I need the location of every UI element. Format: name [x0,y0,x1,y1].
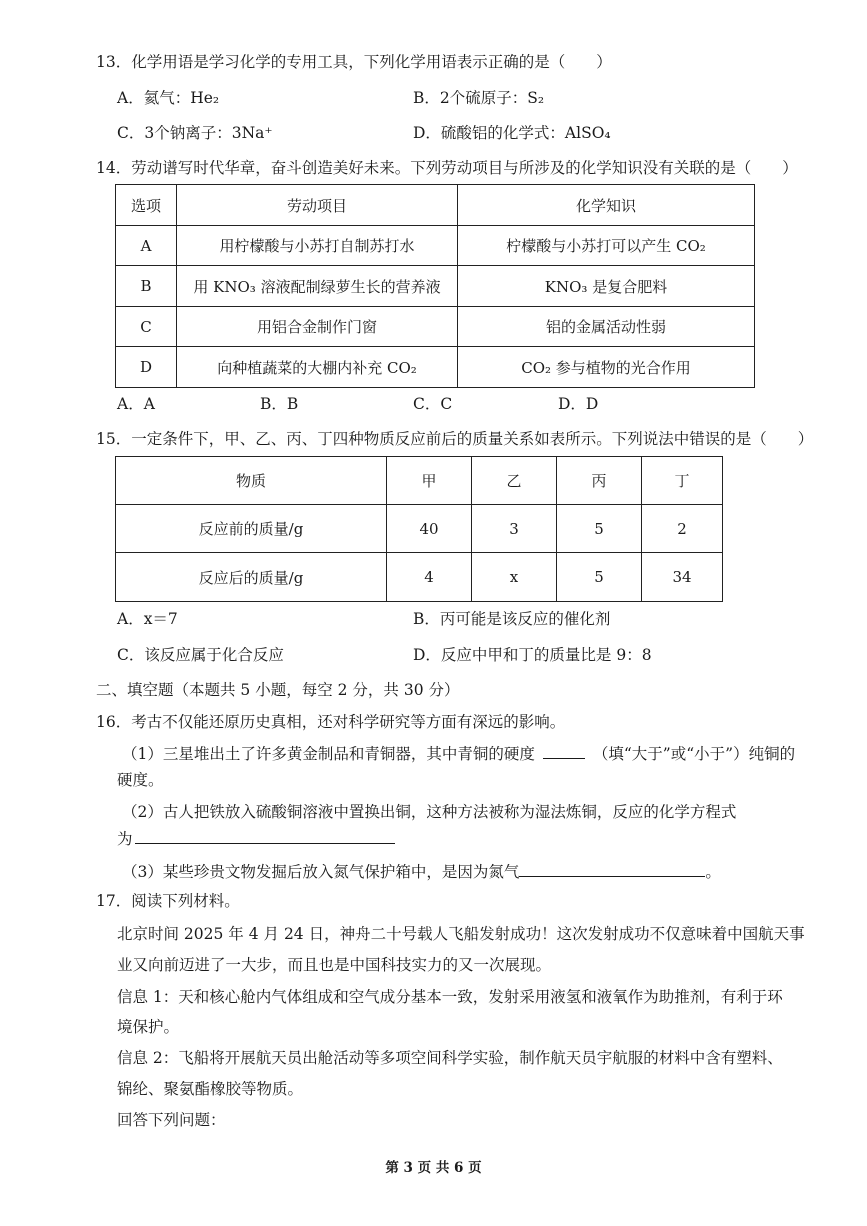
q14-option-d: D．D [558,395,599,413]
answer-blank[interactable] [543,744,585,759]
q16-part1-continued: 硬度。 [117,771,164,789]
table-cell: 反应前的质量/g [116,505,387,553]
table-cell: 用铝合金制作门窗 [177,307,458,347]
q16-part2-text-b: 为 [117,830,133,848]
table-cell: A [116,226,177,266]
table-cell: 2 [642,505,723,553]
table-cell: 柠檬酸与小苏打可以产生 CO₂ [458,226,755,266]
table-row [116,347,755,388]
table-header-cell: 劳动项目 [177,185,458,226]
q17-text-line: 境保护。 [117,1018,180,1036]
q17-text-line: 业又向前迈进了一大步，而且也是中国科技实力的又一次展现。 [117,956,552,974]
table-row [116,266,755,307]
table-cell: 40 [387,505,472,553]
q14-option-c: C．C [413,395,453,413]
q17-text-line: 信息 2：飞船将开展航天员出舱活动等多项空间科学实验，制作航天员宇航服的材料中含有塑料、 [117,1049,783,1067]
table-cell: 3 [472,505,557,553]
table-row [116,307,755,347]
q16-part1-text-b: （填“大于”或“小于”）纯铜的 [592,745,796,763]
table-header-cell: 甲 [387,457,472,505]
table-header-cell: 丙 [557,457,642,505]
q13-option-a: A．氦气：He₂ [117,89,220,107]
page-number: 第 3 页 共 6 页 [385,1160,482,1176]
table-cell: 用 KNO₃ 溶液配制绿萝生长的营养液 [177,266,458,307]
table-cell: 4 [387,553,472,602]
q15-option-c: C．该反应属于化合反应 [117,646,284,664]
q15-option-d: D．反应中甲和丁的质量比是 9：8 [413,646,652,664]
table-row [116,226,755,266]
q13-option-c: C．3个钠离子：3Na⁺ [117,124,273,142]
q13-option-d: D．硫酸铝的化学式：AlSO₄ [413,124,611,142]
table-cell: C [116,307,177,347]
q17-stem: 17．阅读下列材料。 [96,892,240,910]
q13-option-b: B．2个硫原子：S₂ [413,89,545,107]
table-header-cell: 丁 [642,457,723,505]
q14-option-a: A．A [117,395,155,413]
table-header-cell: 化学知识 [458,185,755,226]
table-row [116,505,723,553]
table-cell: 反应后的质量/g [116,553,387,602]
q15-option-a: A．x＝7 [117,610,178,628]
q17-text-line: 锦纶、聚氨酯橡胶等物质。 [117,1080,304,1098]
q16-part1 [122,744,795,764]
q16-part3 [122,862,721,882]
q14-stem: 14．劳动谱写时代华章，奋斗创造美好未来。下列劳动项目与所涉及的化学知识没有关联的是（ ） [96,159,798,177]
q15-stem: 15．一定条件下，甲、乙、丙、丁四种物质反应前后的质量关系如表所示。下列说法中错误的是（ ） [96,430,814,448]
q15-table [115,456,723,602]
q15-option-b: B．丙可能是该反应的催化剂 [413,610,611,628]
q14-table [115,184,755,388]
q16-part1-text-a: （1）三星堆出土了许多黄金制品和青铜器，其中青铜的硬度 [122,745,535,763]
q17-text-line: 回答下列问题： [117,1111,226,1129]
q13-stem: 13．化学用语是学习化学的专用工具，下列化学用语表示正确的是（ ） [96,53,612,71]
q16-stem: 16．考古不仅能还原历史真相，还对科学研究等方面有深远的影响。 [96,713,566,731]
q17-text-line: 信息 1：天和核心舱内气体组成和空气成分基本一致，发射采用液氢和液氧作为助推剂，有利于环 [117,988,783,1006]
q16-part3-text-b: 。 [705,863,721,881]
table-cell: 向种植蔬菜的大棚内补充 CO₂ [177,347,458,388]
table-row [116,553,723,602]
table-cell: 5 [557,553,642,602]
q16-part2: （2）古人把铁放入硫酸铜溶液中置换出铜，这种方法被称为湿法炼铜，反应的化学方程式 [122,803,737,821]
table-cell: KNO₃ 是复合肥料 [458,266,755,307]
q16-part2-line2 [117,829,395,849]
table-header-row [116,185,755,226]
table-cell: 铝的金属活动性弱 [458,307,755,347]
table-cell: x [472,553,557,602]
table-header-cell: 选项 [116,185,177,226]
table-header-row [116,457,723,505]
q17-text-line: 北京时间 2025 年 4 月 24 日，神舟二十号载人飞船发射成功！这次发射成功不仅意味着中国航天事 [117,925,805,943]
section-heading: 二、填空题（本题共 5 小题，每空 2 分，共 30 分） [96,681,460,699]
answer-blank[interactable] [135,829,395,844]
table-cell: CO₂ 参与植物的光合作用 [458,347,755,388]
table-cell: B [116,266,177,307]
table-cell: D [116,347,177,388]
q14-option-b: B．B [260,395,299,413]
table-header-cell: 乙 [472,457,557,505]
table-header-cell: 物质 [116,457,387,505]
answer-blank[interactable] [519,862,705,877]
q16-part3-text-a: （3）某些珍贵文物发掘后放入氮气保护箱中，是因为氮气 [122,863,520,881]
table-cell: 34 [642,553,723,602]
table-cell: 用柠檬酸与小苏打自制苏打水 [177,226,458,266]
table-cell: 5 [557,505,642,553]
